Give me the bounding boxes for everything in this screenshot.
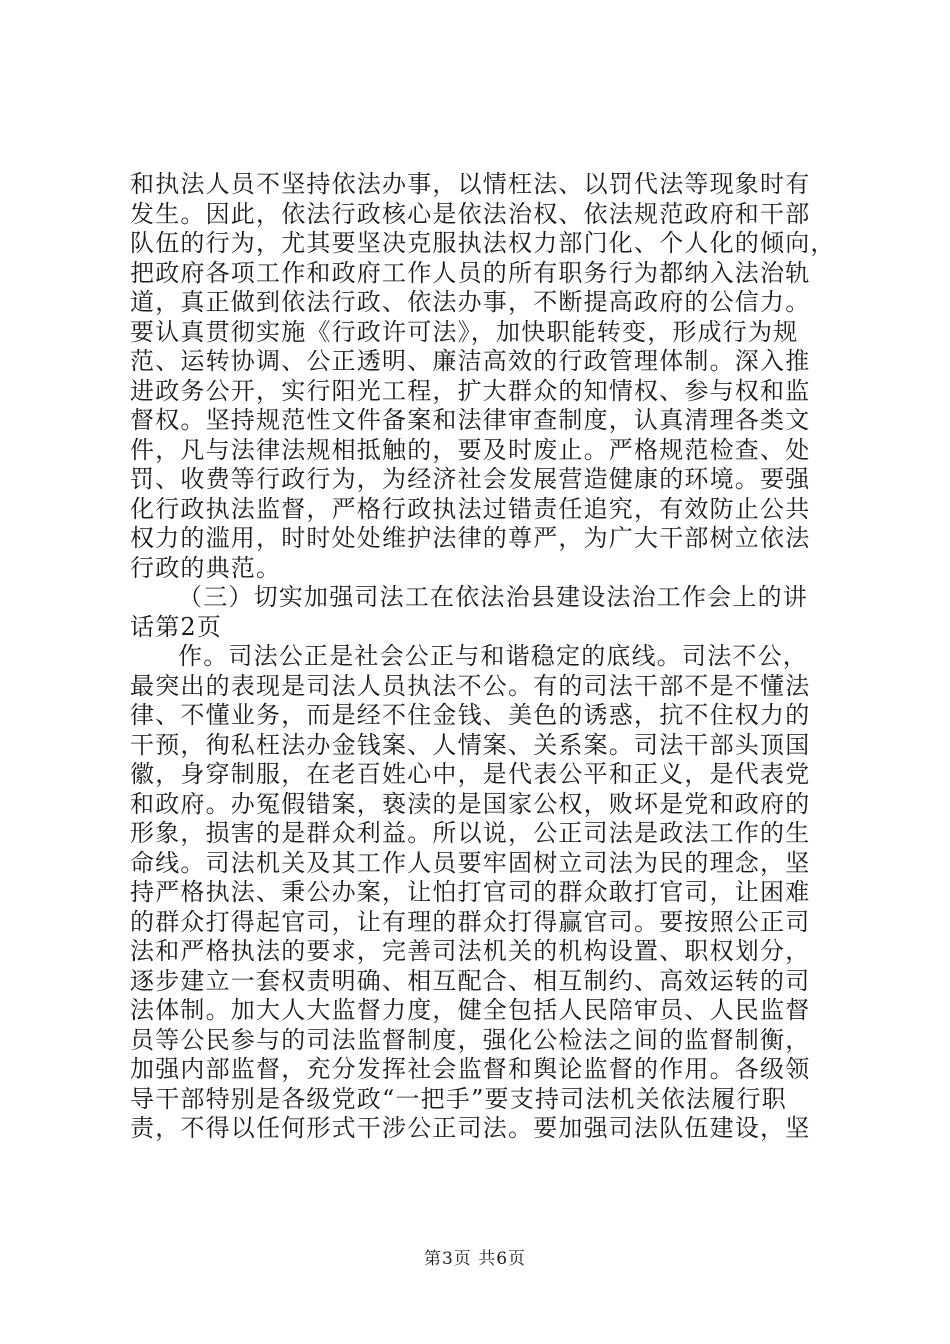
section-heading-continued: 话第2页 <box>130 612 223 641</box>
text-line: 责，不得以任何形式干涉公正司法。要加强司法队伍建设，坚 <box>130 1114 811 1142</box>
text-line: 最突出的表现是司法人员执法不公。有的司法干部不是不懂法 <box>130 671 811 700</box>
text-line: 的群众打得起官司，让有理的群众打得赢官司。要按照公正司 <box>130 907 811 936</box>
text-line: 和执法人员不坚持依法办事，以情枉法、以罚代法等现象时有 <box>130 170 811 198</box>
text-line: 行政的典范。 <box>130 553 282 582</box>
text-line: 化行政执法监督，严格行政执法过错责任追究，有效防止公共 <box>130 494 811 523</box>
text-line: 形象，损害的是群众利益。所以说，公正司法是政法工作的生 <box>130 819 811 847</box>
text-line: 员等公民参与的司法监督制度，强化公检法之间的监督制衡， <box>130 1025 811 1054</box>
text-line: 督权。坚持规范性文件备案和法律审查制度，认真清理各类文 <box>130 406 811 434</box>
text-line: 权力的滥用，时时处处维护法律的尊严，为广大干部树立依法 <box>130 524 811 552</box>
text-line: 把政府各项工作和政府工作人员的所有职务行为都纳入法治轨 <box>130 258 811 287</box>
page-number-label: 第3页 共6页 <box>423 1249 527 1269</box>
text-line: 加强内部监督，充分发挥社会监督和舆论监督的作用。各级领 <box>130 1055 811 1083</box>
text-line: 件，凡与法律法规相抵触的，要及时废止。严格规范检查、处 <box>130 435 811 464</box>
text-line: 法体制。加大人大监督力度，健全包括人民陪审员、人民监督 <box>130 996 811 1024</box>
page-footer <box>0 1244 950 1269</box>
text-line: 要认真贯彻实施《行政许可法》，加快职能转变，形成行为规 <box>130 317 799 346</box>
text-line: 持严格执法、秉公办案，让怕打官司的群众敢打官司，让困难 <box>130 878 811 906</box>
text-line: 和政府。办冤假错案，亵渎的是国家公权，败坏是党和政府的 <box>130 789 811 818</box>
text-line: 范、运转协调、公正透明、廉洁高效的行政管理体制。深入推 <box>130 347 811 375</box>
text-line: 徽，身穿制服，在老百姓心中，是代表公平和正义，是代表党 <box>130 760 811 788</box>
body-text <box>130 170 836 1144</box>
text-line: 发生。因此，依法行政核心是依法治权、依法规范政府和干部 <box>130 199 811 228</box>
text-line: 律、不懂业务，而是经不住金钱、美色的诱惑，抗不住权力的 <box>130 701 811 729</box>
text-line: 进政务公开，实行阳光工程，扩大群众的知情权、参与权和监 <box>130 376 811 405</box>
text-line: 作。司法公正是社会公正与和谐稳定的底线。司法不公， <box>178 642 808 670</box>
text-line: 导干部特别是各级党政“一把手”要支持司法机关依法履行职 <box>130 1084 787 1113</box>
text-line: 干预，徇私枉法办金钱案、人情案、关系案。司法干部头顶国 <box>130 730 811 759</box>
text-line: 道，真正做到依法行政、依法办事，不断提高政府的公信力。 <box>130 288 811 316</box>
text-line: 命线。司法机关及其工作人员要牢固树立司法为民的理念，坚 <box>130 848 811 877</box>
section-heading: （三）切实加强司法工在依法治县建设法治工作会上的讲 <box>178 583 808 611</box>
text-line: 逐步建立一套权责明确、相互配合、相互制约、高效运转的司 <box>130 966 811 995</box>
text-line: 队伍的行为，尤其要坚决克服执法权力部门化、个人化的倾向， <box>130 229 836 257</box>
text-line: 罚、收费等行政行为，为经济社会发展营造健康的环境。要强 <box>130 465 811 493</box>
text-line: 法和严格执法的要求，完善司法机关的机构设置、职权划分， <box>130 937 811 965</box>
